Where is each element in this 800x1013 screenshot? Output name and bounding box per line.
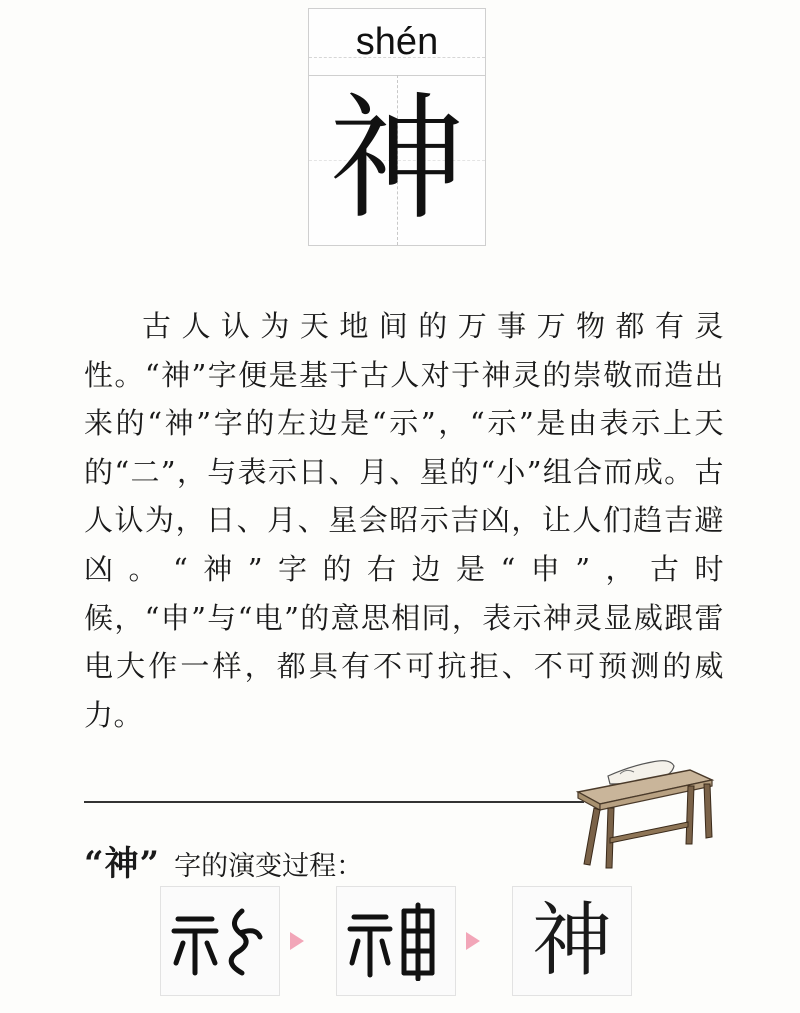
character-card [308, 8, 486, 246]
evolution-title [84, 836, 363, 885]
main-character: 神 [329, 81, 465, 239]
evolution-title-char: “神” [84, 844, 161, 884]
small-seal-glyph-icon [346, 901, 446, 981]
arrow-icon [290, 932, 304, 950]
explanation-text [84, 302, 724, 739]
section-divider [84, 801, 584, 803]
evolution-row [160, 886, 640, 996]
evolution-stage-seal [336, 886, 456, 996]
bench-illustration [570, 740, 720, 870]
evolution-title-label: 字的演变过程： [174, 851, 364, 882]
evolution-stage-ancient [160, 886, 280, 996]
seal-script-glyph-icon [170, 901, 270, 981]
modern-character: 神 [532, 894, 612, 987]
evolution-stage-modern [512, 886, 632, 996]
arrow-icon [466, 932, 480, 950]
tianzige-grid [309, 75, 485, 245]
pinyin-label: shén [309, 9, 485, 76]
explanation-paragraph: 古人认为天地间的万事万物都有灵性。“神”字便是基于古人对于神灵的崇敬而造出来的“神”字的左边是“示”，“示”是由表示上天的“二”，与表示日、月、星的“小”组合而成。古人认为，日、月、星会昭示吉凶，让人们趋吉避凶。“神”字的右边是“申”，古时候，“申”与“电”的意思相同，表示神灵显威跟雷电大作一样，都具有不可抗拒、不可预测的威力。 [84, 309, 724, 732]
